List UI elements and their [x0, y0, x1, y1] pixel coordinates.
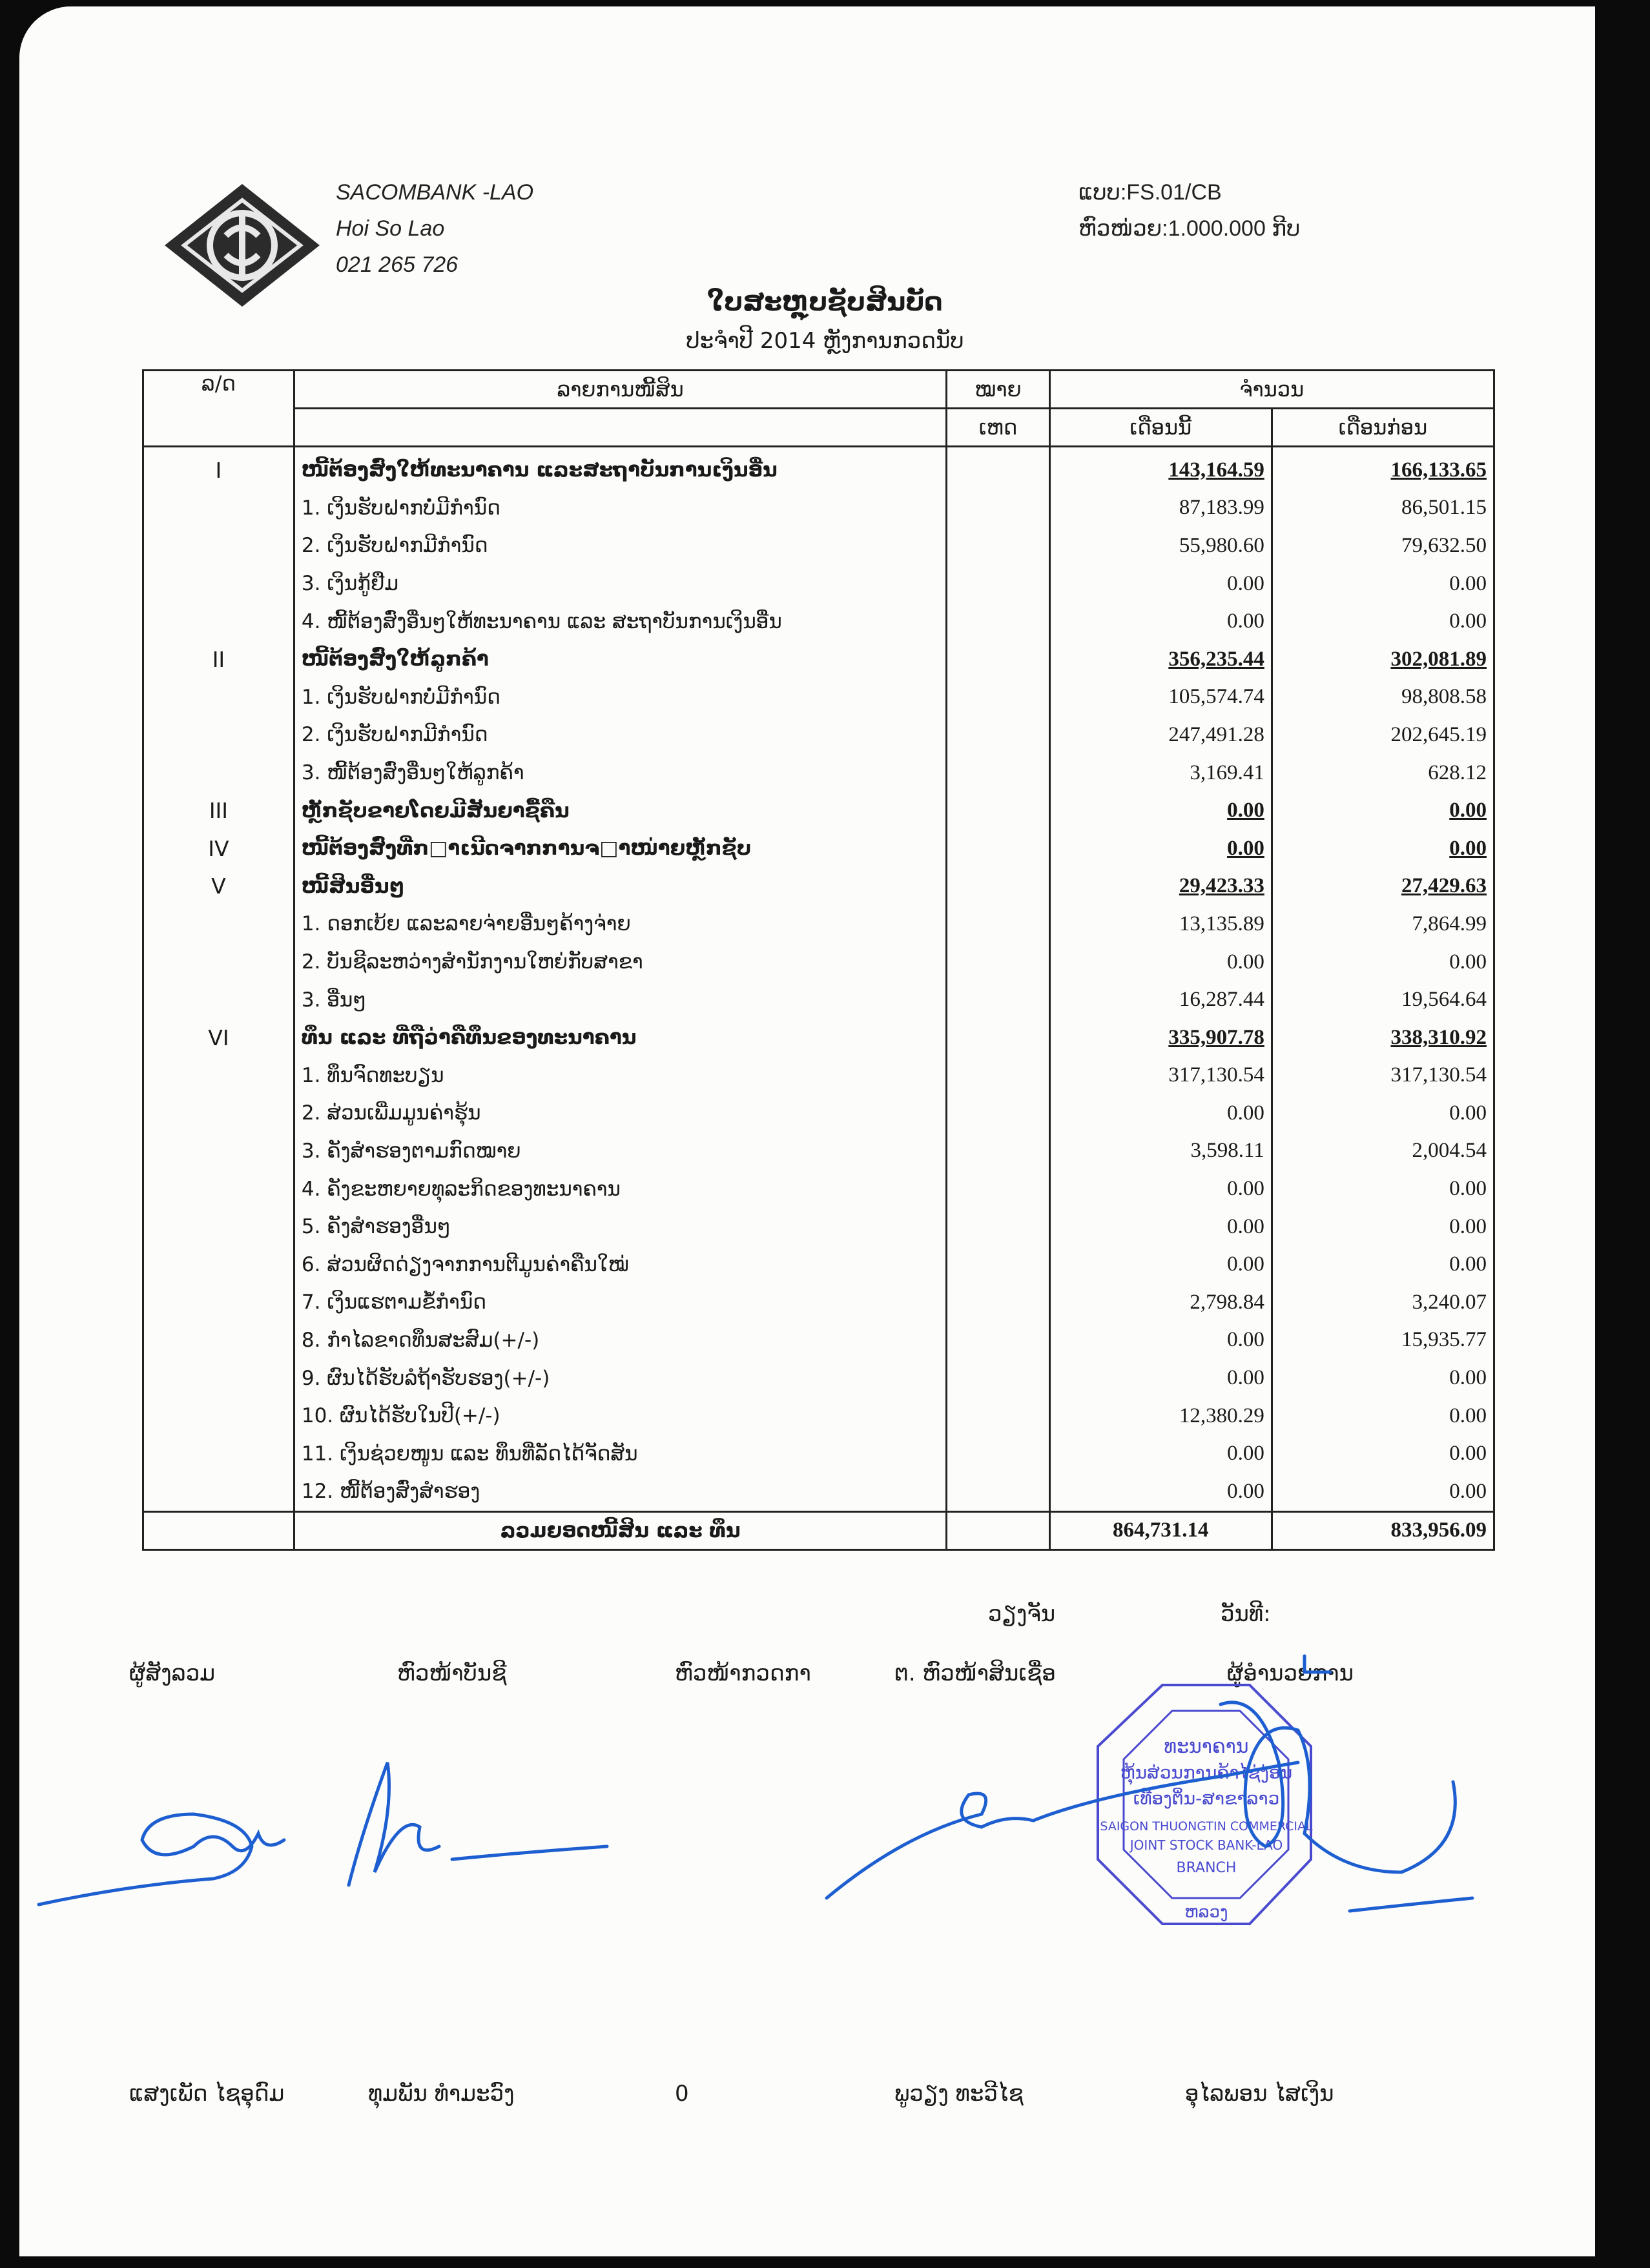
row-note: [947, 981, 1049, 1019]
row-note: [947, 868, 1049, 906]
table-row: [143, 1057, 1494, 1095]
row-current: 0.00: [1049, 1359, 1272, 1397]
row-label: 3. ຄັງສຳຮອງຕາມກົດໝາຍ: [294, 1132, 947, 1170]
role-chief-auditor: ຫົວໜ້າກວດກາ: [675, 1660, 811, 1686]
table-row: [143, 565, 1494, 603]
table-row: [143, 1132, 1494, 1170]
row-code: II: [143, 640, 294, 679]
row-current: 0.00: [1049, 1322, 1272, 1360]
row-code: III: [143, 792, 294, 830]
row-current: 247,491.28: [1049, 716, 1272, 754]
row-code: IV: [143, 830, 294, 868]
row-current: 0.00: [1049, 1208, 1272, 1246]
row-code: [143, 716, 294, 754]
col-previous-header: ເດືອນກ່ອນ: [1272, 409, 1494, 447]
bank-branch: Hoi So Lao: [336, 216, 445, 241]
table-row: [143, 527, 1494, 565]
row-note: [947, 716, 1049, 754]
row-previous: 86,501.15: [1272, 489, 1494, 527]
row-current: 317,130.54: [1049, 1057, 1272, 1095]
form-code: ແບບ:FS.01/CB: [1078, 180, 1222, 205]
row-label: ໜີ້ຕ້ອງສົ່ງໃຫ້ທະນາຄານ ແລະສະຖາບັນການເງິນອື່ນ: [294, 447, 947, 489]
row-previous: 15,935.77: [1272, 1322, 1494, 1360]
document-subtitle: ປະຈຳປີ 2014 ຫຼັງການກວດນັບ: [686, 328, 964, 354]
col-code-header: ລ/ດ: [143, 371, 294, 447]
row-code: [143, 602, 294, 640]
row-code: [143, 943, 294, 981]
section-row: [143, 830, 1494, 868]
stamp-line-3: ເທືອງຕິ່ນ-ສາຂາລາວ: [1133, 1788, 1280, 1809]
signature-area: [0, 1601, 1650, 2182]
row-current: 356,235.44: [1049, 640, 1272, 679]
row-note: [947, 640, 1049, 679]
name-chief-accountant: ທຸມພັນ ທຳມະວົງ: [368, 2081, 515, 2107]
row-previous: 338,310.92: [1272, 1019, 1494, 1057]
row-note: [947, 565, 1049, 603]
row-label: 3. ເງິນກູ້ຢືມ: [294, 565, 947, 603]
table-row: [143, 981, 1494, 1019]
document-title: ໃບສະຫຼຸບຊັບສິນບັດ: [707, 287, 943, 317]
row-code: [143, 1473, 294, 1511]
table-row: [143, 905, 1494, 943]
row-previous: 0.00: [1272, 602, 1494, 640]
row-current: 335,907.78: [1049, 1019, 1272, 1057]
row-code: [143, 1170, 294, 1208]
row-current: 13,135.89: [1049, 905, 1272, 943]
table-row: [143, 1322, 1494, 1360]
section-row: [143, 868, 1494, 906]
table-row: [143, 1208, 1494, 1246]
row-note: [947, 1473, 1049, 1511]
row-note: [947, 1208, 1049, 1246]
bank-phone: 021 265 726: [336, 252, 459, 277]
row-current: 0.00: [1049, 1473, 1272, 1511]
total-row: [143, 1511, 1494, 1549]
row-code: V: [143, 868, 294, 906]
row-current: 0.00: [1049, 1170, 1272, 1208]
table-body: [143, 447, 1494, 1512]
row-previous: 628.12: [1272, 754, 1494, 792]
name-credit-head: ພູວຽງ ທະວີໄຊ: [894, 2081, 1024, 2107]
table-row: [143, 1435, 1494, 1473]
row-note: [947, 447, 1049, 489]
col-item-header: ລາຍການໜີ້ສິນ: [294, 371, 947, 409]
table-row: [143, 1397, 1494, 1435]
row-note: [947, 1283, 1049, 1322]
row-code: [143, 1208, 294, 1246]
row-label: 11. ເງິນຊ່ວຍໜູນ ແລະ ທຶນທີ່ລັດໄດ້ຈັດສັນ: [294, 1435, 947, 1473]
row-note: [947, 1094, 1049, 1132]
row-current: 12,380.29: [1049, 1397, 1272, 1435]
table-row: [143, 1359, 1494, 1397]
row-note: [947, 830, 1049, 868]
role-credit-head: ຕ. ຫົວໜ້າສິນເຊື່ອ: [894, 1660, 1056, 1686]
row-current: 105,574.74: [1049, 679, 1272, 717]
table-row: [143, 1283, 1494, 1322]
row-previous: 3,240.07: [1272, 1283, 1494, 1322]
name-chief-auditor: 0: [675, 2081, 689, 2107]
row-current: 0.00: [1049, 602, 1272, 640]
row-note: [947, 489, 1049, 527]
table-row: [143, 1094, 1494, 1132]
header: [161, 174, 1518, 394]
role-director: ຜູ້ອຳນວຍການ: [1227, 1660, 1354, 1686]
row-current: 0.00: [1049, 943, 1272, 981]
balance-sheet-table: [142, 369, 1495, 1551]
row-code: [143, 1397, 294, 1435]
row-label: ໜີ້ຕ້ອງສົ່ງທີ່ກ□າເນີດຈາກການຈ□າໜ່າຍຫຼັກຊັບ: [294, 830, 947, 868]
row-label: 2. ເງິນຮັບຝາກມີກຳນົດ: [294, 527, 947, 565]
stamp-line-4: SAIGON THUONGTIN COMMERCIAL: [1100, 1819, 1313, 1834]
bank-name: SACOMBANK -LAO: [336, 180, 534, 205]
row-label: 1. ດອກເບ້ຍ ແລະລາຍຈ່າຍອື່ນໆຄ້າງຈ່າຍ: [294, 905, 947, 943]
row-note: [947, 943, 1049, 981]
total-label: ລວມຍອດໜີ້ສິນ ແລະ ທຶນ: [294, 1511, 947, 1549]
row-code: [143, 1094, 294, 1132]
row-label: ໜີ້ສິນອື່ນໆ: [294, 868, 947, 906]
row-note: [947, 1245, 1049, 1283]
row-note: [947, 1019, 1049, 1057]
row-note: [947, 602, 1049, 640]
col-amount-header: ຈຳນວນ: [1049, 371, 1494, 409]
date-label: ວັນທີ:: [1221, 1601, 1271, 1627]
row-previous: 317,130.54: [1272, 1057, 1494, 1095]
row-previous: 2,004.54: [1272, 1132, 1494, 1170]
total-note: [947, 1511, 1049, 1549]
section-row: [143, 447, 1494, 489]
table-row: [143, 754, 1494, 792]
row-previous: 0.00: [1272, 1359, 1494, 1397]
row-previous: 27,429.63: [1272, 868, 1494, 906]
col-note-header-top: ໝາຍ: [947, 371, 1049, 409]
row-previous: 202,645.19: [1272, 716, 1494, 754]
table-row: [143, 602, 1494, 640]
row-code: I: [143, 447, 294, 489]
row-note: [947, 905, 1049, 943]
row-label: 1. ທຶນຈົດທະບຽນ: [294, 1057, 947, 1095]
row-current: 143,164.59: [1049, 447, 1272, 489]
row-note: [947, 1322, 1049, 1360]
row-code: [143, 489, 294, 527]
row-code: [143, 565, 294, 603]
row-current: 0.00: [1049, 565, 1272, 603]
row-current: 16,287.44: [1049, 981, 1272, 1019]
section-row: [143, 640, 1494, 679]
row-current: 2,798.84: [1049, 1283, 1272, 1322]
row-previous: 0.00: [1272, 1245, 1494, 1283]
row-label: ທຶນ ແລະ ທີ່ຖືວ່າຄືທຶນຂອງທະນາຄານ: [294, 1019, 947, 1057]
place-label: ວຽງຈັນ: [988, 1601, 1056, 1627]
stamp-line-5: JOINT STOCK BANK-LAO: [1129, 1837, 1283, 1853]
row-label: 12. ໜີ້ຕ້ອງສົ່ງສຳຮອງ: [294, 1473, 947, 1511]
row-previous: 0.00: [1272, 943, 1494, 981]
row-label: 2. ບັນຊີລະຫວ່າງສຳນັກງານໃຫຍ່ກັບສາຂາ: [294, 943, 947, 981]
row-previous: 0.00: [1272, 830, 1494, 868]
row-note: [947, 1359, 1049, 1397]
name-compiler: ແສງເພັດ ໄຊອຸດົມ: [129, 2081, 285, 2107]
name-director: ອຸໄລພອນ ໄສເງິນ: [1185, 2081, 1334, 2107]
row-label: 10. ຜົນໄດ້ຮັບໃນປີ(+/-): [294, 1397, 947, 1435]
row-label: ຫຼັກຊັບຂາຍໂດຍມີສັນຍາຊື້ຄືນ: [294, 792, 947, 830]
total-code: [143, 1511, 294, 1549]
bank-info: [336, 174, 533, 283]
row-label: 2. ສ່ວນເພີ່ມມູນຄ່າຮຸ້ນ: [294, 1094, 947, 1132]
row-label: 9. ຜົນໄດ້ຮັບລໍຖ້າຮັບຮອງ(+/-): [294, 1359, 947, 1397]
row-previous: 0.00: [1272, 1435, 1494, 1473]
row-label: 6. ສ່ວນຜິດດ່ຽງຈາກການຕີມູນຄ່າຄືນໃໝ່: [294, 1245, 947, 1283]
row-code: [143, 1435, 294, 1473]
row-previous: 0.00: [1272, 1208, 1494, 1246]
row-current: 0.00: [1049, 1435, 1272, 1473]
table-row: [143, 679, 1494, 717]
stamp-line-2: ຫຸ້ນສ່ວນການຄ້າໄຊ່ງ່ອນ: [1120, 1762, 1293, 1783]
total-current: 864,731.14: [1049, 1511, 1272, 1549]
row-previous: 7,864.99: [1272, 905, 1494, 943]
row-current: 3,169.41: [1049, 754, 1272, 792]
table-row: [143, 943, 1494, 981]
row-previous: 0.00: [1272, 1094, 1494, 1132]
row-label: 3. ອື່ນໆ: [294, 981, 947, 1019]
row-code: [143, 679, 294, 717]
row-code: [143, 1245, 294, 1283]
table-row: [143, 1170, 1494, 1208]
row-note: [947, 1435, 1049, 1473]
stamp-line-1: ທະນາຄານ: [1164, 1735, 1249, 1758]
row-code: [143, 1057, 294, 1095]
row-note: [947, 1132, 1049, 1170]
stamp-line-7: ຫລວງ: [1184, 1903, 1228, 1922]
signature-compiler-icon: [39, 1814, 284, 1905]
row-code: [143, 981, 294, 1019]
role-compiler: ຜູ້ສັງລວມ: [129, 1660, 216, 1686]
row-code: [143, 527, 294, 565]
table-row: [143, 716, 1494, 754]
row-code: [143, 905, 294, 943]
row-label: 4. ຄັງຂະຫຍາຍທຸລະກິດຂອງທະນາຄານ: [294, 1170, 947, 1208]
unit-note: ຫົວໜ່ວຍ:1.000.000 ກີບ: [1078, 216, 1301, 241]
row-code: [143, 1283, 294, 1322]
row-note: [947, 792, 1049, 830]
total-previous: 833,956.09: [1272, 1511, 1494, 1549]
row-note: [947, 1170, 1049, 1208]
row-previous: 98,808.58: [1272, 679, 1494, 717]
row-label: 4. ໜີ້ຕ້ອງສົ່ງອື່ນໆໃຫ້ທະນາຄານ ແລະ ສະຖາບັນການເງິນອື່ນ: [294, 602, 947, 640]
row-note: [947, 679, 1049, 717]
row-code: [143, 1132, 294, 1170]
section-row: [143, 792, 1494, 830]
row-current: 0.00: [1049, 792, 1272, 830]
row-label: 7. ເງິນແຮຕາມຂໍ້ກຳນົດ: [294, 1283, 947, 1322]
section-row: [143, 1019, 1494, 1057]
row-previous: 19,564.64: [1272, 981, 1494, 1019]
row-note: [947, 754, 1049, 792]
row-previous: 79,632.50: [1272, 527, 1494, 565]
table-row: [143, 489, 1494, 527]
stamp-line-6: BRANCH: [1176, 1860, 1237, 1876]
official-stamp-icon: [1098, 1685, 1313, 1924]
form-info: [1078, 174, 1300, 247]
col-current-header: ເດືອນນີ້: [1049, 409, 1272, 447]
role-chief-accountant: ຫົວໜ້າບັນຊີ: [397, 1660, 507, 1686]
row-previous: 302,081.89: [1272, 640, 1494, 679]
signature-accountant-icon: [349, 1762, 607, 1885]
row-previous: 0.00: [1272, 1397, 1494, 1435]
row-code: VI: [143, 1019, 294, 1057]
table-row: [143, 1245, 1494, 1283]
row-label: 8. ກຳໄລຂາດທຶນສະສົມ(+/-): [294, 1322, 947, 1360]
row-current: 0.00: [1049, 1094, 1272, 1132]
row-current: 3,598.11: [1049, 1132, 1272, 1170]
row-note: [947, 527, 1049, 565]
col-item-header-blank: [294, 409, 947, 447]
row-code: [143, 1359, 294, 1397]
row-previous: 0.00: [1272, 792, 1494, 830]
row-note: [947, 1057, 1049, 1095]
row-label: 5. ຄັງສຳຮອງອື່ນໆ: [294, 1208, 947, 1246]
row-previous: 0.00: [1272, 1170, 1494, 1208]
row-previous: 0.00: [1272, 565, 1494, 603]
signatures-and-stamp: [0, 1601, 1650, 2092]
col-note-header-bottom: ເຫດ: [947, 409, 1049, 447]
row-current: 55,980.60: [1049, 527, 1272, 565]
row-label: 1. ເງິນຮັບຝາກບໍ່ມີກຳນົດ: [294, 679, 947, 717]
row-code: [143, 1322, 294, 1360]
row-label: 2. ເງິນຮັບຝາກມີກຳນົດ: [294, 716, 947, 754]
row-code: [143, 754, 294, 792]
row-previous: 0.00: [1272, 1473, 1494, 1511]
row-label: 3. ໜີ້ຕ້ອງສົ່ງອື່ນໆໃຫ້ລູກຄ້າ: [294, 754, 947, 792]
row-current: 29,423.33: [1049, 868, 1272, 906]
row-current: 87,183.99: [1049, 489, 1272, 527]
row-label: 1. ເງິນຮັບຝາກບໍ່ມີກຳນົດ: [294, 489, 947, 527]
row-current: 0.00: [1049, 830, 1272, 868]
row-previous: 166,133.65: [1272, 447, 1494, 489]
table-row: [143, 1473, 1494, 1511]
row-current: 0.00: [1049, 1245, 1272, 1283]
row-label: ໜີ້ຕ້ອງສົ່ງໃຫ້ລູກຄ້າ: [294, 640, 947, 679]
row-note: [947, 1397, 1049, 1435]
